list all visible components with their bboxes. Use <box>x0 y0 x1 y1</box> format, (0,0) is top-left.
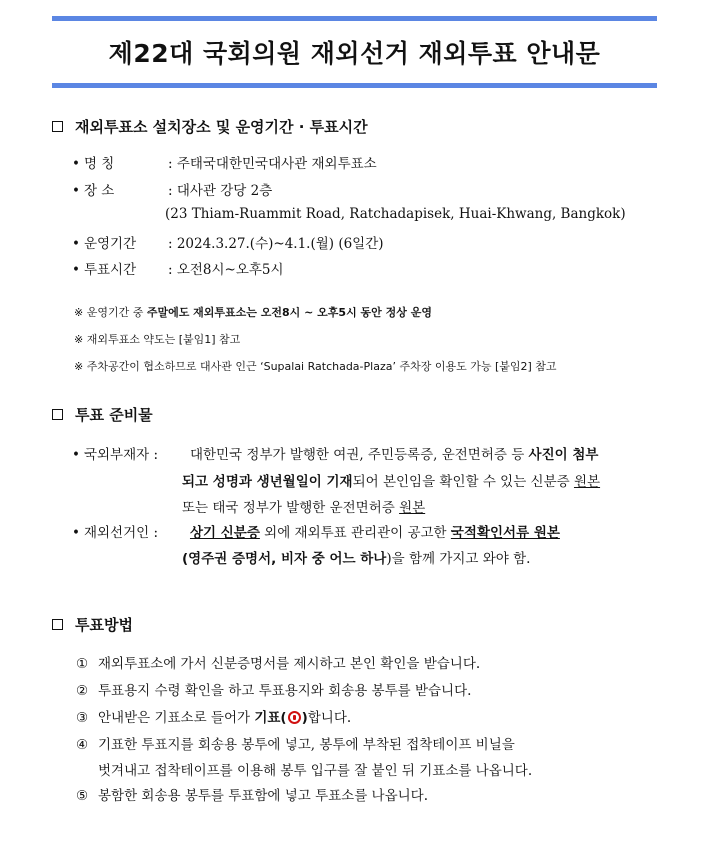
section-heading-method <box>52 614 133 635</box>
title-banner <box>52 16 657 88</box>
step-4-cont: 벗겨내고 접착테이프를 이용해 봉투 입구를 잘 붙인 뒤 기표소를 나옵니다. <box>98 763 533 779</box>
overseas-row-2: (영주권 증명서, 비자 중 어느 하나)을 함께 가지고 와야 함. <box>182 551 531 567</box>
info-row-address <box>165 206 626 222</box>
step-1: ① 재외투표소에 가서 신분증명서를 제시하고 본인 확인을 받습니다. <box>76 656 481 672</box>
info-row-hours: • 투표시간 : 오전8시~오후5시 <box>72 258 284 278</box>
note-weekend: ※ 운영기간 중 주말에도 재외투표소는 오전8시 ~ 오후5시 동안 정상 운영 <box>74 306 432 319</box>
info-value: 대사관 강당 2층 <box>176 183 273 199</box>
info-value: 오전8시~오후5시 <box>176 262 284 278</box>
section-heading-text: 투표 준비물 <box>75 406 153 424</box>
info-value: 2024.3.27.(수)~4.1.(월) (6일간) <box>176 236 384 252</box>
step-3: ③ 안내받은 기표소로 들어가 기표( )합니다. <box>76 710 352 726</box>
info-label: 투표시간 <box>83 262 137 278</box>
section-heading-items <box>52 404 153 425</box>
overseas-label: 재외선거인 : <box>83 525 159 541</box>
info-label: 명 칭 <box>83 156 115 172</box>
checkbox-icon <box>52 619 63 630</box>
section-heading-location <box>52 116 368 137</box>
info-row-name: • 명 칭 : 주태국대한민국대사관 재외투표소 <box>72 152 377 172</box>
overseas-row-1: • 재외선거인 : 상기 신분증 외에 재외투표 관리관이 공고한 국적확인서류 원본 <box>72 521 560 541</box>
info-row-period: • 운영기간 : 2024.3.27.(수)~4.1.(월) (6일간) <box>72 232 384 252</box>
checkbox-icon <box>52 121 63 132</box>
step-4: ④ 기표한 투표지를 회송용 봉투에 넣고, 봉투에 부착된 접착테이프 비닐을 <box>76 737 515 753</box>
abroad-label: 국외부재자 : <box>83 447 159 463</box>
info-value: 주태국대한민국대사관 재외투표소 <box>176 156 377 172</box>
step-5: ⑤ 봉함한 회송용 봉투를 투표함에 넣고 투표소를 나옵니다. <box>76 788 428 804</box>
section-heading-text: 투표방법 <box>75 616 133 634</box>
checkbox-icon <box>52 409 63 420</box>
step-2: ② 투표용지 수령 확인을 하고 투표용지와 회송용 봉투를 받습니다. <box>76 683 472 699</box>
section-heading-text: 재외투표소 설치장소 및 운영기간 · 투표시간 <box>75 118 368 136</box>
page-title: 제22대 국회의원 재외선거 재외투표 안내문 <box>108 39 601 68</box>
note-parking: ※ 주차공간이 협소하므로 대사관 인근 ‘Supalai Ratchada-Plaza’ 주차장 이용도 가능 [붙임2] 참고 <box>74 360 557 373</box>
note-map: ※ 재외투표소 약도는 [붙임1] 참고 <box>74 333 241 346</box>
abroad-row-2: 되고 성명과 생년월일이 기재되어 본인임을 확인할 수 있는 신분증 원본 <box>182 474 601 490</box>
abroad-row-3: 또는 태국 정부가 발행한 운전면허증 원본 <box>182 500 426 516</box>
vote-stamp-icon <box>288 711 301 724</box>
info-label: 장 소 <box>83 183 115 199</box>
info-value: (23 Thiam-Ruammit Road, Ratchadapisek, Huai-Khwang, Bangkok) <box>165 206 626 222</box>
info-label: 운영기간 <box>83 236 137 252</box>
info-row-place: • 장 소 : 대사관 강당 2층 <box>72 179 272 199</box>
abroad-row-1: • 국외부재자 : 대한민국 정부가 발행한 여권, 주민등록증, 운전면허증 등 사진이 첨부 <box>72 443 598 463</box>
